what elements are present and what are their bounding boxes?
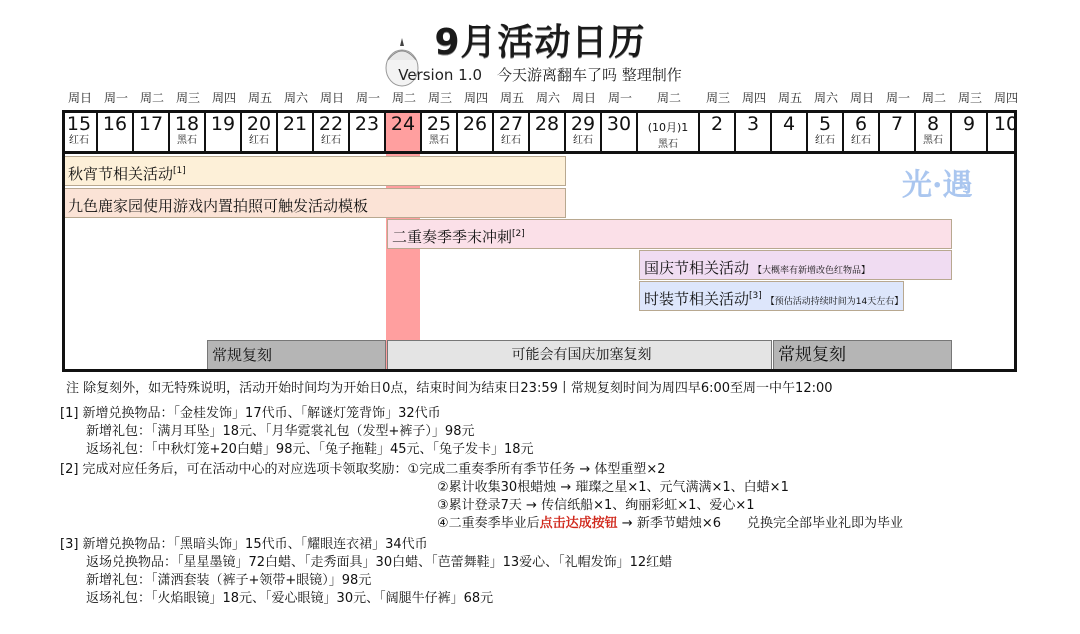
event-note: 【大概率有新增改色红物品】 bbox=[753, 266, 871, 276]
weekday-label: 周四 bbox=[993, 91, 1018, 105]
date-number: 5 bbox=[818, 113, 832, 135]
event-note: 【预估活动持续时间为14天左右】 bbox=[765, 297, 904, 307]
date-stone-label: 黑石 bbox=[429, 135, 449, 146]
date-number: 9 bbox=[962, 113, 976, 135]
weekday-label: 周二 bbox=[656, 91, 681, 105]
weekday-label: 周一 bbox=[885, 91, 910, 105]
note-3-line-4: 返场礼包：「火焰眼镜」18元、「爱心眼镜」30元、「阔腿牛仔裤」68元 bbox=[86, 591, 494, 606]
date-stone-label: 红石 bbox=[249, 135, 269, 146]
date-number: 18 bbox=[174, 113, 200, 135]
note-2-line-3: ③累计登录7天 → 传信纸船×1、绚丽彩虹×1、爱心×1 bbox=[437, 498, 755, 513]
date-stone-label: 红石 bbox=[501, 135, 521, 146]
date-number: 24 bbox=[390, 113, 416, 135]
date-number: 15 bbox=[66, 113, 92, 135]
date-number: 28 bbox=[534, 113, 560, 135]
date-number: 16 bbox=[102, 113, 128, 135]
date-stone-label: 红石 bbox=[573, 135, 593, 146]
rerun-bar: 常规复刻 bbox=[773, 340, 952, 370]
weekday-label: 周三 bbox=[175, 91, 200, 105]
note-2-line-1: [2] 完成对应任务后，可在活动中心的对应选项卡领取奖励：①完成二重奏季所有季节任务 → 体型重塑×2 bbox=[60, 462, 666, 477]
weekday-label: 周六 bbox=[535, 91, 560, 105]
note-1-line-3: 返场礼包：「中秋灯笼+20白蜡」98元、「兔子拖鞋」45元、「兔子发卡」18元 bbox=[86, 442, 534, 457]
note-1-line-2: 新增礼包：「满月耳坠」18元、「月华霓裳礼包（发型+裤子）」98元 bbox=[86, 424, 475, 439]
weekday-label: 周二 bbox=[921, 91, 946, 105]
date-number: 20 bbox=[246, 113, 272, 135]
date-number: 27 bbox=[498, 113, 524, 135]
weekday-label: 周三 bbox=[427, 91, 452, 105]
weekday-label: 周二 bbox=[139, 91, 164, 105]
date-stone-label: 红石 bbox=[815, 135, 835, 146]
date-number: 30 bbox=[606, 113, 632, 135]
date-number: 25 bbox=[426, 113, 452, 135]
event-footnote-ref: [1] bbox=[173, 166, 186, 176]
game-logo: 光·遇 bbox=[902, 168, 973, 203]
event-footnote-ref: [3] bbox=[749, 291, 762, 301]
date-stone-label: 黑石 bbox=[923, 135, 943, 146]
weekday-label: 周日 bbox=[319, 91, 344, 105]
weekday-label: 周五 bbox=[777, 91, 802, 105]
date-stone-label: 黑石 bbox=[658, 139, 678, 150]
date-number: 23 bbox=[354, 113, 380, 135]
weekday-label: 周六 bbox=[283, 91, 308, 105]
general-note: 注 除复刻外，如无特殊说明，活动开始时间均为开始日0点，结束时间为结束日23:59丨常规复刻时间为周四早6:00至周一中午12:00 bbox=[66, 381, 833, 396]
weekday-label: 周五 bbox=[499, 91, 524, 105]
page-title: 9月活动日历 bbox=[434, 22, 646, 63]
date-number: 2 bbox=[710, 113, 724, 135]
page-subtitle: Version 1.0 今天游离翻车了吗 整理制作 bbox=[398, 66, 682, 84]
note-2-line-4-part-1: ④二重奏季毕业后 bbox=[437, 516, 540, 531]
note-3-line-2: 返场兑换物品：「星星墨镜」72白蜡、「走秀面具」30白蜡、「芭蕾舞鞋」13爱心、「礼帽发饰」12红蜡 bbox=[86, 555, 673, 570]
date-number: 10 bbox=[993, 113, 1019, 135]
note-2-line-4-part-3: → 新季节蜡烛×6 兑换完全部毕业礼即为毕业 bbox=[617, 516, 903, 531]
weekday-label: 周四 bbox=[463, 91, 488, 105]
weekday-label: 周三 bbox=[957, 91, 982, 105]
weekday-label: 周四 bbox=[741, 91, 766, 105]
date-number: 21 bbox=[282, 113, 308, 135]
weekday-label: 周一 bbox=[103, 91, 128, 105]
note-3-line-3: 新增礼包：「潇洒套装（裤子+领带+眼镜）」98元 bbox=[86, 573, 372, 588]
date-number: 6 bbox=[854, 113, 868, 135]
date-stone-label: 黑石 bbox=[177, 135, 197, 146]
weekday-label: 周三 bbox=[705, 91, 730, 105]
date-number: 17 bbox=[138, 113, 164, 135]
weekday-label: 周一 bbox=[607, 91, 632, 105]
date-number: 4 bbox=[782, 113, 796, 135]
weekday-label: 周二 bbox=[391, 91, 416, 105]
note-3-line-1: [3] 新增兑换物品：「黑暗头饰」15代币、「耀眼连衣裙」34代币 bbox=[60, 537, 428, 552]
event-label: 时装节相关活动 bbox=[644, 290, 750, 308]
weekday-label: 周日 bbox=[67, 91, 92, 105]
weekday-label: 周日 bbox=[849, 91, 874, 105]
note-2-line-4 bbox=[437, 512, 903, 531]
date-number: 8 bbox=[926, 113, 940, 135]
date-number: (10月)1 bbox=[647, 121, 689, 134]
date-number: 7 bbox=[890, 113, 904, 135]
rerun-bar: 可能会有国庆加塞复刻 bbox=[387, 340, 772, 370]
date-stone-label: 红石 bbox=[851, 135, 871, 146]
date-stone-label: 红石 bbox=[321, 135, 341, 146]
rerun-bar: 常规复刻 bbox=[207, 340, 386, 370]
date-number: 22 bbox=[318, 113, 344, 135]
weekday-label: 周日 bbox=[571, 91, 596, 105]
note-2-line-2: ②累计收集30根蜡烛 → 璀璨之星×1、元气满满×1、白蜡×1 bbox=[437, 480, 789, 495]
event-label: 秋宵节相关活动 bbox=[68, 165, 174, 183]
date-number: 29 bbox=[570, 113, 596, 135]
weekday-label: 周六 bbox=[813, 91, 838, 105]
event-label: 二重奏季季末冲刺 bbox=[392, 228, 513, 246]
note-1-line-1: [1] 新增兑换物品：「金桂发饰」17代币、「解谜灯笼背饰」32代币 bbox=[60, 406, 441, 421]
event-label: 国庆节相关活动 bbox=[644, 259, 750, 277]
event-footnote-ref: [2] bbox=[512, 229, 525, 239]
weekday-label: 周五 bbox=[247, 91, 272, 105]
date-stone-label: 红石 bbox=[69, 135, 89, 146]
note-2-highlight: 点击达成按钮 bbox=[539, 516, 618, 531]
date-number: 19 bbox=[210, 113, 236, 135]
date-number: 3 bbox=[746, 113, 760, 135]
weekday-label: 周一 bbox=[355, 91, 380, 105]
calendar-frame bbox=[62, 110, 1017, 372]
date-number: 26 bbox=[462, 113, 488, 135]
event-label: 九色鹿家园使用游戏内置拍照可触发活动模板 bbox=[68, 197, 369, 215]
weekday-label: 周四 bbox=[211, 91, 236, 105]
